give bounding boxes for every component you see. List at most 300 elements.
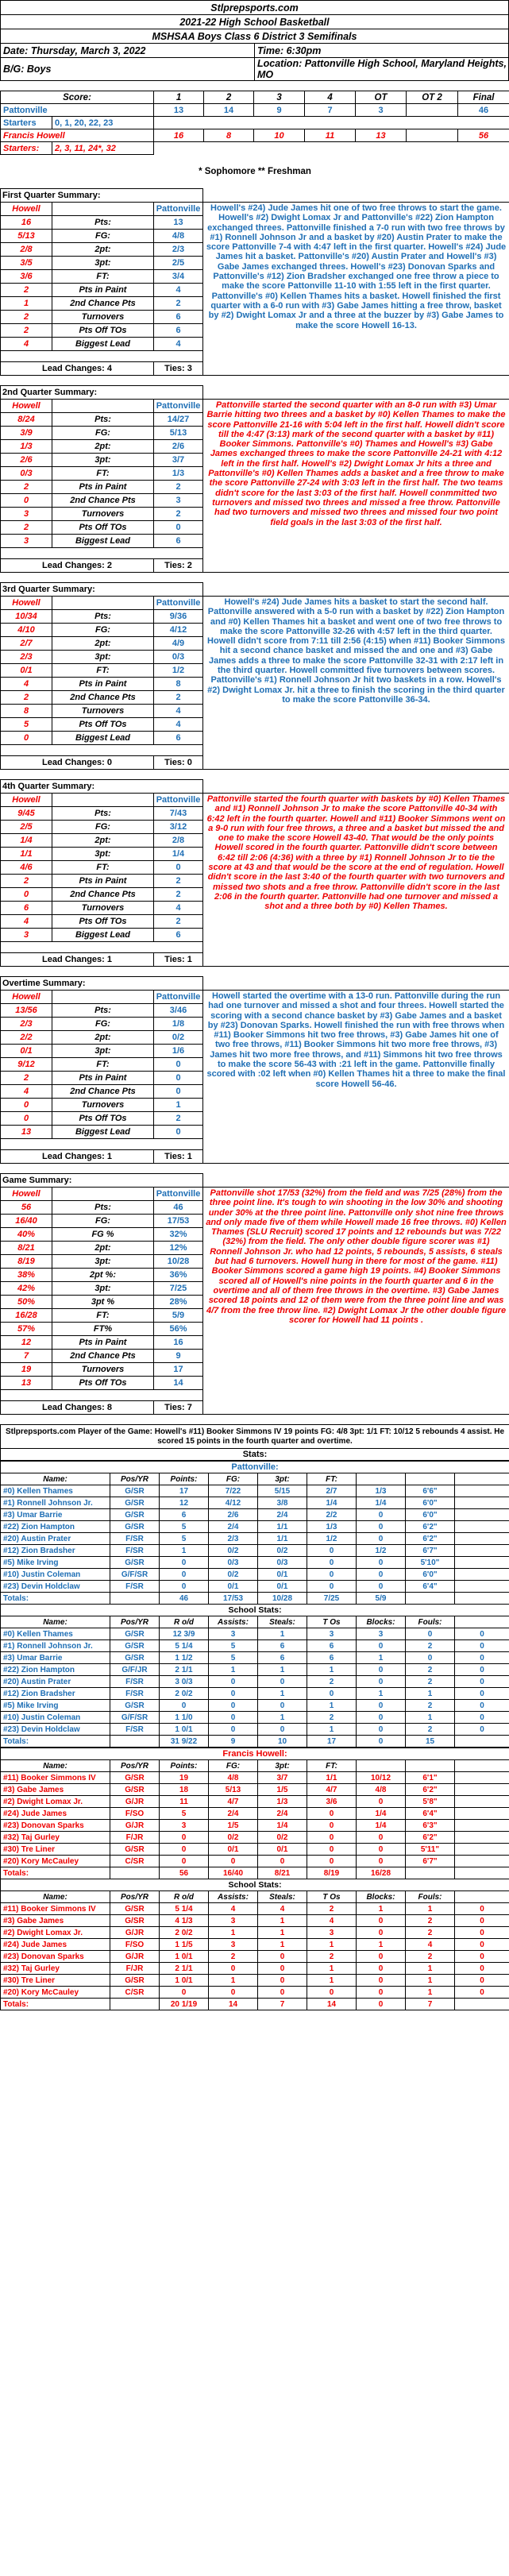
stat-label: Turnovers: [52, 705, 154, 718]
empty-cell: [455, 1581, 509, 1593]
player-scoring-row: [1, 1772, 509, 1784]
player-stat-1: G/SR: [110, 1772, 160, 1784]
team-stats-howell: [0, 1748, 509, 2010]
site-title: Stlprepsports.com: [1, 1, 509, 15]
player-stat-3: 5/13: [209, 1784, 258, 1796]
stat-away-value: 4: [1, 338, 52, 351]
school-stat-2: 2 0/2: [160, 1927, 209, 1939]
team-stat-tables: [0, 1461, 509, 2010]
stat-home-value: 1: [154, 1099, 203, 1112]
school-stat-6: 0: [357, 1664, 406, 1676]
school-stat-5: 1: [307, 1975, 357, 1987]
player-stat-7: 6'1": [406, 1772, 455, 1784]
school-totals-cell-0: [110, 1736, 160, 1748]
player-name: #23) Donovan Sparks: [1, 1820, 110, 1832]
stat-label: 3pt:: [52, 257, 154, 270]
player-name: #24) Jude James: [1, 1808, 110, 1820]
player-stat-1: F/SR: [110, 1545, 160, 1557]
player-stat-4: 0/2: [258, 1832, 307, 1844]
empty-cell: [455, 1784, 509, 1796]
home-ot: 3: [356, 104, 407, 117]
player-stat-1: F/SO: [110, 1808, 160, 1820]
player-stat-2: 17: [160, 1485, 209, 1497]
quarter-narrative: Pattonville shot 17/53 (32%) from the field and was 7/25 (28%) from the three point line. It's tough to win shooting in the low 30% and shooting under 30% at the three point line. Pattonville only shot nine free throws and only made five of them while Howell made 16 free throws. #0) Kellen Thames (SLU Recruit) scored 17 points and 12 rebounds but was 7/22 (32%) from the field. The only other double figure scorer was #1) Ronnell Johnson Jr. who had 12 points, 5 rebounds, 5 assists, 6 steals but had 6 turnovers. Howell hung in there for most of the game. #11) Booker Simmons scored a game high 19 points. #4) Booker Simmons scored all of Howell's nine points in the fourth quarter and 6 in the overtime and all of them free throws in the overtime. #3) Gabe James scored 18 points and 12 of them were from the three point line and was 4/7 from the free throw line. #2) Dwight Lomax Jr the other double figure scorer for Howell had 11 points .: [203, 1188, 509, 1415]
school-totals-cell-6: 7: [406, 1999, 455, 2010]
school-stat-6: 0: [357, 1963, 406, 1975]
school-stat-2: 5 1/4: [160, 1640, 209, 1652]
school-stat-4: 1: [258, 1688, 307, 1700]
quarter-away-label: Howell: [1, 794, 52, 807]
school-stat-2: 0: [160, 1700, 209, 1712]
empty-cell: [455, 1736, 509, 1748]
school-header-7: Fouls:: [406, 1891, 455, 1903]
school-stat-8: 0: [455, 1939, 509, 1951]
scoring-header-extra: [406, 1760, 455, 1772]
stat-home-value: 28%: [154, 1296, 203, 1309]
school-stat-6: 0: [357, 1700, 406, 1712]
player-stat-2: 0: [160, 1856, 209, 1867]
player-stat-7: 6'2": [406, 1784, 455, 1796]
player-stat-1: G/SR: [110, 1521, 160, 1533]
player-stat-6: 0: [357, 1557, 406, 1569]
stat-home-value: 1/3: [154, 467, 203, 481]
scoring-header-1: Pos/YR: [110, 1473, 160, 1485]
stat-home-value: 13: [154, 216, 203, 230]
player-stat-6: 0: [357, 1796, 406, 1808]
player-stat-4: 2/4: [258, 1808, 307, 1820]
quarter-home-label: Pattonville: [154, 597, 203, 610]
school-stat-5: 2: [307, 1903, 357, 1915]
away-final: 56: [458, 129, 509, 142]
school-stat-3: 0: [209, 1700, 258, 1712]
player-stat-5: 0: [307, 1569, 357, 1581]
school-stat-8: 0: [455, 1975, 509, 1987]
stat-home-value: 2: [154, 508, 203, 521]
stat-home-value: 4: [154, 284, 203, 297]
stat-away-value: 2/3: [1, 651, 52, 664]
team-name: Pattonville:: [1, 1462, 509, 1473]
quarter-narrative: Pattonville started the fourth quarter with baskets by #0) Kellen Thames and #1) Ronnell Johnson Jr to make the score Pattonville 40-34 with 6:42 left in the fourth quarter. Howell and #11) Booker Simmons went on a 9-0 run with four free throws, a three and a basket but missed the and one to make the score Howell 43-40. That would be the only points Howell scored in the fourth quarter. Pattonville didn't score between 6:42 till 2:06 (4:36) with a three by #1) Ronnell Johnson Jr to tie the score at 43 and that would be the score at the end of regulation. Howell didn't score in the last 3:40 of the fourth quarter with two turnovers and missed two shots and a free throw. Pattonville didn't score in the last 2:06 in the fourth quarter. Pattonville had one turnover and missed a shot and a three both by #0) Kellen Thames.: [203, 794, 509, 967]
stat-away-value: 2: [1, 875, 52, 888]
player-stat-3: 0/2: [209, 1545, 258, 1557]
stat-label: Pts:: [52, 1004, 154, 1018]
stat-label: 2pt:: [52, 440, 154, 454]
stat-away-value: 1/4: [1, 834, 52, 848]
totals-cell-4: 8/21: [258, 1867, 307, 1879]
quarter-title: 3rd Quarter Summary:: [1, 583, 203, 597]
player-stat-7: 6'7": [406, 1856, 455, 1867]
school-totals-cell-3: 7: [258, 1999, 307, 2010]
school-stats-label: School Stats:: [1, 1605, 509, 1616]
school-stat-7: 2: [406, 1664, 455, 1676]
stat-away-value: 3: [1, 929, 52, 942]
stat-away-value: 3: [1, 535, 52, 548]
empty-cell: [455, 1569, 509, 1581]
player-stat-3: 0/2: [209, 1832, 258, 1844]
stat-home-value: 0: [154, 1085, 203, 1099]
stat-label: Pts Off TOs: [52, 324, 154, 338]
player-school-row: [1, 1664, 509, 1676]
empty-cell: [1, 351, 203, 362]
player-stat-2: 5: [160, 1808, 209, 1820]
school-totals-cell-2: 14: [209, 1999, 258, 2010]
player-stat-3: 0/1: [209, 1844, 258, 1856]
spacer: [0, 967, 509, 976]
school-stat-5: 4: [307, 1915, 357, 1927]
scoring-header-5: FT:: [307, 1760, 357, 1772]
footnote-row: [1, 164, 509, 179]
player-stat-3: 4/7: [209, 1796, 258, 1808]
empty-cell: [1, 1390, 203, 1401]
ties: Ties: 1: [154, 1150, 203, 1164]
player-stat-2: 5: [160, 1521, 209, 1533]
player-stat-3: 0/2: [209, 1569, 258, 1581]
player-scoring-row: [1, 1844, 509, 1856]
lead-changes: Lead Changes: 0: [1, 756, 154, 770]
stat-away-value: 12: [1, 1336, 52, 1350]
scoring-header-2: Points:: [160, 1760, 209, 1772]
stat-away-value: 2: [1, 521, 52, 535]
totals-cell-7: [406, 1593, 455, 1605]
empty-cell: [455, 1856, 509, 1867]
stat-label: 3pt %: [52, 1296, 154, 1309]
away-q3: 10: [254, 129, 305, 142]
totals-cell-3: 16/40: [209, 1867, 258, 1879]
stat-label: FG:: [52, 427, 154, 440]
school-stat-2: 2 0/2: [160, 1688, 209, 1700]
school-stat-4: 0: [258, 1724, 307, 1736]
stat-home-value: 14: [154, 1377, 203, 1390]
player-school-row: [1, 1676, 509, 1688]
season-title: 2021-22 High School Basketball: [1, 15, 509, 29]
player-stat-3: 2/4: [209, 1521, 258, 1533]
player-name: #12) Zion Bradsher: [1, 1545, 110, 1557]
stat-label: Pts:: [52, 1201, 154, 1215]
stat-label: Turnovers: [52, 311, 154, 324]
school-stat-3: 0: [209, 1688, 258, 1700]
quarter-team-row: [1, 203, 509, 216]
scoring-totals-row: [1, 1593, 509, 1605]
school-stat-7: 2: [406, 1724, 455, 1736]
empty-cell: [455, 1808, 509, 1820]
school-stat-2: 2 1/1: [160, 1664, 209, 1676]
lead-changes: Lead Changes: 1: [1, 1150, 154, 1164]
player-stat-5: 2/7: [307, 1485, 357, 1497]
player-scoring-row: [1, 1509, 509, 1521]
empty-cell: [52, 597, 154, 610]
school-stats-label-row: [1, 1605, 509, 1616]
stat-label: Pts:: [52, 807, 154, 821]
player-name: #32) Taj Gurley: [1, 1832, 110, 1844]
stat-away-value: 0: [1, 732, 52, 745]
stat-home-value: 8: [154, 678, 203, 691]
quarter-narrative: Howell's #24) Jude James hits a basket to start the second half. Pattonville answered with a 5-0 run with a basket by #22) Zion Hampton and #0) Kellen Thames hit a basket and went one of two free throws to make the score Pattonville 32-26 with 4:57 left in the third quarter. Howell didn't score from 7:11 till 2:56 (4:15) when #11) Booker Simmons hit a second chance basket and missed the and one and #3) Gabe James adds a three to make the score Pattonville 32-31 with 2:17 left in the third quarter. Howell committed five turnovers between scores. Pattonville's #1) Ronnell Johnson Jr hit two baskets in a row. Howell's #2) Dwight Lomax Jr. hit a three to finish the scoring in the third quarter to make the score Pattonville 36-34.: [203, 597, 509, 770]
player-stat-4: 0/1: [258, 1569, 307, 1581]
player-stat-5: 1/2: [307, 1533, 357, 1545]
player-stat-1: G/SR: [110, 1557, 160, 1569]
linescore-table: [0, 91, 509, 188]
player-stat-7: 6'0": [406, 1509, 455, 1521]
stat-away-value: 2/6: [1, 454, 52, 467]
player-stat-3: 0/1: [209, 1581, 258, 1593]
empty-cell: [455, 1521, 509, 1533]
school-stat-7: 1: [406, 1712, 455, 1724]
player-stat-5: 0: [307, 1856, 357, 1867]
empty-cell: [455, 1820, 509, 1832]
school-stat-8: 0: [455, 1963, 509, 1975]
lead-changes: Lead Changes: 1: [1, 953, 154, 967]
school-stat-5: 6: [307, 1640, 357, 1652]
team-banner-row: [1, 1462, 509, 1473]
school-stat-1: F/SR: [110, 1688, 160, 1700]
stat-label: 2nd Chance Pts: [52, 691, 154, 705]
player-scoring-row: [1, 1521, 509, 1533]
stat-label: 3pt:: [52, 1282, 154, 1296]
school-stat-3: 0: [209, 1712, 258, 1724]
school-stat-6: 0: [357, 1724, 406, 1736]
stat-away-value: 13: [1, 1126, 52, 1139]
stat-away-value: 0/1: [1, 1045, 52, 1058]
stat-away-value: 19: [1, 1363, 52, 1377]
school-header-5: T Os: [307, 1891, 357, 1903]
school-stat-8: 0: [455, 1927, 509, 1939]
away-starters: 2, 3, 11, 24*, 32: [52, 142, 154, 155]
stat-label: Pts in Paint: [52, 481, 154, 494]
player-stat-6: 10/12: [357, 1772, 406, 1784]
school-stat-2: 1 0/1: [160, 1975, 209, 1987]
school-stats-label: School Stats:: [1, 1879, 509, 1891]
period-header-ot2: OT 2: [407, 91, 458, 104]
event-title: MSHSAA Boys Class 6 District 3 Semifinals: [1, 29, 509, 44]
school-stat-5: 1: [307, 1963, 357, 1975]
player-name: #3) Umar Barrie: [1, 1509, 110, 1521]
quarter-block-0: [0, 188, 509, 376]
player-stat-6: 0: [357, 1569, 406, 1581]
school-stat-1: C/SR: [110, 1987, 160, 1999]
player-stat-2: 1: [160, 1545, 209, 1557]
empty-cell: [455, 1509, 509, 1521]
quarter-away-label: Howell: [1, 597, 52, 610]
empty-cell: [455, 1867, 509, 1879]
linescore-row-howell: [1, 129, 509, 142]
stat-label: Turnovers: [52, 508, 154, 521]
school-stat-8: 0: [455, 1664, 509, 1676]
school-header-3: Assists:: [209, 1891, 258, 1903]
stat-home-value: 14/27: [154, 413, 203, 427]
school-stat-7: 2: [406, 1951, 455, 1963]
player-stat-7: 6'0": [406, 1497, 455, 1509]
player-stat-1: G/SR: [110, 1509, 160, 1521]
player-school-row: [1, 1903, 509, 1915]
stat-home-value: 4/9: [154, 637, 203, 651]
stat-away-value: 2/3: [1, 1018, 52, 1031]
player-stat-1: G/JR: [110, 1820, 160, 1832]
stat-away-value: 2: [1, 311, 52, 324]
away-q2: 8: [204, 129, 254, 142]
stat-home-value: 3/7: [154, 454, 203, 467]
scoring-header-1: Pos/YR: [110, 1760, 160, 1772]
quarter-block-5: [0, 1173, 509, 1415]
stat-home-value: 32%: [154, 1228, 203, 1242]
school-header-extra: [455, 1616, 509, 1628]
player-stat-4: 0/1: [258, 1581, 307, 1593]
player-name: #23) Devin Holdclaw: [1, 1724, 110, 1736]
school-stat-7: 1: [406, 1963, 455, 1975]
player-stat-6: 1/4: [357, 1497, 406, 1509]
empty-cell: [203, 977, 509, 991]
stat-label: Pts:: [52, 216, 154, 230]
stat-away-value: 13: [1, 1377, 52, 1390]
school-stat-1: G/SR: [110, 1700, 160, 1712]
spacer: [0, 81, 509, 91]
stat-home-value: 12%: [154, 1242, 203, 1255]
empty-cell: [455, 1593, 509, 1605]
stat-label: 3pt:: [52, 651, 154, 664]
stat-home-value: 9: [154, 1350, 203, 1363]
player-school-row: [1, 1652, 509, 1664]
stat-away-value: 42%: [1, 1282, 52, 1296]
stat-away-value: 9/12: [1, 1058, 52, 1072]
player-scoring-row: [1, 1796, 509, 1808]
stat-home-value: 17: [154, 1363, 203, 1377]
player-stat-5: 4/7: [307, 1784, 357, 1796]
player-stat-4: 1/1: [258, 1521, 307, 1533]
stat-home-value: 4: [154, 338, 203, 351]
stat-label: Pts in Paint: [52, 1336, 154, 1350]
stat-home-value: 2: [154, 875, 203, 888]
school-stat-7: 2: [406, 1915, 455, 1927]
period-header-4: 4: [305, 91, 356, 104]
quarter-home-label: Pattonville: [154, 1188, 203, 1201]
stat-home-value: 17/53: [154, 1215, 203, 1228]
stat-label: Biggest Lead: [52, 535, 154, 548]
stat-away-value: 0: [1, 494, 52, 508]
quarter-home-label: Pattonville: [154, 794, 203, 807]
school-stat-1: G/SR: [110, 1640, 160, 1652]
school-stat-4: 1: [258, 1915, 307, 1927]
period-header-ot: OT: [356, 91, 407, 104]
stat-label: 3pt:: [52, 1255, 154, 1269]
school-stat-8: 0: [455, 1688, 509, 1700]
player-stat-3: 0/3: [209, 1557, 258, 1569]
player-name: #2) Dwight Lomax Jr.: [1, 1927, 110, 1939]
school-stat-4: 0: [258, 1975, 307, 1987]
ties: Ties: 7: [154, 1401, 203, 1415]
player-name: #30) Tre Liner: [1, 1844, 110, 1856]
school-totals-cell-6: 15: [406, 1736, 455, 1748]
team-name-home: Pattonville: [1, 104, 154, 117]
school-stat-4: 0: [258, 1951, 307, 1963]
school-stat-3: 0: [209, 1963, 258, 1975]
school-stat-6: 0: [357, 1915, 406, 1927]
school-stat-3: 3: [209, 1915, 258, 1927]
stat-home-value: 5/9: [154, 1309, 203, 1323]
school-stat-4: 6: [258, 1640, 307, 1652]
stat-label: FT%: [52, 1323, 154, 1336]
player-stat-4: 2/4: [258, 1509, 307, 1521]
school-stat-7: 0: [406, 1652, 455, 1664]
stat-label: FT:: [52, 467, 154, 481]
player-stat-2: 0: [160, 1832, 209, 1844]
player-school-row: [1, 1724, 509, 1736]
player-stat-5: 0: [307, 1581, 357, 1593]
stat-home-value: 0: [154, 1072, 203, 1085]
stat-home-value: 2: [154, 1112, 203, 1126]
stat-home-value: 7/43: [154, 807, 203, 821]
player-stat-4: 1/3: [258, 1796, 307, 1808]
empty-cell: [455, 1533, 509, 1545]
scoring-totals-row: [1, 1867, 509, 1879]
player-stat-2: 11: [160, 1796, 209, 1808]
school-stat-5: 0: [307, 1688, 357, 1700]
school-stat-4: 1: [258, 1927, 307, 1939]
starters-row-howell: [1, 142, 509, 155]
empty-cell: [455, 1796, 509, 1808]
stat-label: 2pt:: [52, 1242, 154, 1255]
school-stat-3: 1: [209, 1927, 258, 1939]
school-stat-5: 1: [307, 1664, 357, 1676]
spacer: [1, 155, 509, 165]
ties: Ties: 1: [154, 953, 203, 967]
school-header-row: [1, 1616, 509, 1628]
player-stat-7: 6'6": [406, 1485, 455, 1497]
school-stat-7: 1: [406, 1987, 455, 1999]
scoring-header-height: [455, 1473, 509, 1485]
quarter-title: 4th Quarter Summary:: [1, 780, 203, 794]
school-stat-2: 4 1/3: [160, 1915, 209, 1927]
stat-home-value: 2: [154, 481, 203, 494]
player-stat-2: 19: [160, 1772, 209, 1784]
ties: Ties: 0: [154, 756, 203, 770]
quarter-title: 2nd Quarter Summary:: [1, 386, 203, 400]
school-totals-cell-2: 9: [209, 1736, 258, 1748]
stat-home-value: 6: [154, 929, 203, 942]
school-stat-8: 0: [455, 1724, 509, 1736]
player-school-row: [1, 1628, 509, 1640]
player-stat-3: 0: [209, 1856, 258, 1867]
player-stat-1: G/F/SR: [110, 1569, 160, 1581]
player-stat-2: 0: [160, 1557, 209, 1569]
player-name: #22) Zion Hampton: [1, 1521, 110, 1533]
stat-home-value: 1/2: [154, 664, 203, 678]
stat-home-value: 16: [154, 1336, 203, 1350]
stat-label: FT:: [52, 270, 154, 284]
school-stat-1: F/SR: [110, 1676, 160, 1688]
player-name: #20) Austin Prater: [1, 1533, 110, 1545]
school-stat-3: 2: [209, 1951, 258, 1963]
school-stat-5: 2: [307, 1951, 357, 1963]
school-totals-cell-1: 31 9/22: [160, 1736, 209, 1748]
school-stat-7: 1: [406, 1975, 455, 1987]
school-stat-5: 1: [307, 1700, 357, 1712]
stat-away-value: 1/1: [1, 848, 52, 861]
ties: Ties: 3: [154, 362, 203, 376]
totals-cell-6: 5/9: [357, 1593, 406, 1605]
stat-label: FT:: [52, 664, 154, 678]
school-stat-5: 2: [307, 1712, 357, 1724]
school-stat-8: 0: [455, 1652, 509, 1664]
school-stat-1: G/SR: [110, 1975, 160, 1987]
school-header-4: Steals:: [258, 1891, 307, 1903]
school-stat-6: 0: [357, 1927, 406, 1939]
empty-cell: [1, 942, 203, 953]
school-totals-cell-5: 0: [357, 1999, 406, 2010]
stat-label: FT:: [52, 1058, 154, 1072]
player-stat-5: 1/4: [307, 1497, 357, 1509]
player-stat-6: 0: [357, 1856, 406, 1867]
player-school-row: [1, 1927, 509, 1939]
school-stat-3: 5: [209, 1640, 258, 1652]
